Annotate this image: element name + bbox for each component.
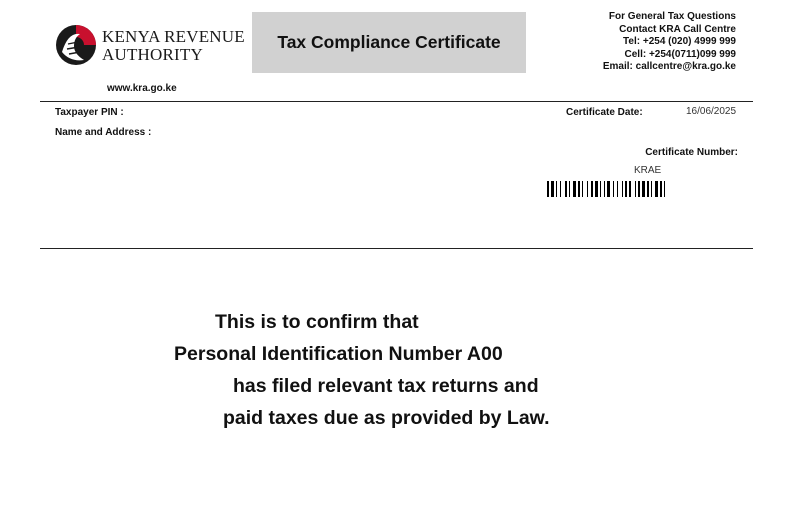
statement-line-2: Personal Identification Number A00 xyxy=(174,343,503,365)
barcode-bar xyxy=(604,181,605,197)
contact-phone: Tel: +254 (020) 4999 999 xyxy=(623,36,736,47)
certificate-date-label: Certificate Date: xyxy=(566,107,643,118)
barcode-bar xyxy=(660,181,662,197)
certificate-number-label: Certificate Number: xyxy=(645,147,738,158)
kra-logo xyxy=(54,22,244,72)
barcode-bar xyxy=(635,181,636,197)
website-text: www.kra.go.ke xyxy=(107,83,177,94)
name-address-label: Name and Address : xyxy=(55,127,152,138)
barcode-bar xyxy=(578,181,580,197)
contact-line: Contact KRA Call Centre xyxy=(619,23,736,35)
barcode xyxy=(547,181,734,197)
barcode-bar xyxy=(607,181,610,197)
barcode-bar xyxy=(595,181,598,197)
barcode-bar xyxy=(587,181,588,197)
barcode-bar xyxy=(647,181,649,197)
contact-cell: Cell: +254(0711)099 999 xyxy=(624,48,736,60)
kra-lion-logo-icon xyxy=(54,22,98,68)
certificate-date-value: 16/06/2025 xyxy=(686,106,737,117)
barcode-bar xyxy=(569,181,570,197)
barcode-bar xyxy=(651,181,652,197)
title-box xyxy=(252,12,526,73)
document-title: Tax Compliance Certificate xyxy=(277,32,501,52)
barcode-bar xyxy=(638,181,640,197)
barcode-bar xyxy=(664,181,665,197)
statement-line-4: paid taxes due as provided by Law. xyxy=(223,407,550,429)
barcode-bar xyxy=(556,181,557,197)
barcode-bar xyxy=(642,181,645,197)
statement-line-3: has filed relevant tax returns and xyxy=(233,375,539,397)
barcode-bar xyxy=(582,181,583,197)
barcode-bar xyxy=(547,181,549,197)
logo-text-line2: AUTHORITY xyxy=(102,45,203,64)
taxpayer-pin-label: Taxpayer PIN : xyxy=(55,107,124,118)
barcode-bar xyxy=(629,181,631,197)
barcode-bar xyxy=(622,181,623,197)
logo-text-line1: KENYA REVENUE xyxy=(102,27,245,46)
barcode-bar xyxy=(565,181,567,197)
barcode-bar xyxy=(617,181,618,197)
barcode-bar xyxy=(560,181,561,197)
statement-line-1: This is to confirm that xyxy=(215,311,419,333)
barcode-bar xyxy=(591,181,593,197)
divider-top xyxy=(40,101,753,102)
contact-block xyxy=(603,11,736,74)
contact-line: For General Tax Questions xyxy=(608,11,736,22)
barcode-bar xyxy=(551,181,554,197)
barcode-bar xyxy=(655,181,658,197)
certificate-number-value: KRAE xyxy=(634,165,662,176)
contact-email: Email: callcentre@kra.go.ke xyxy=(602,61,736,72)
barcode-bar xyxy=(600,181,601,197)
divider-middle xyxy=(40,248,753,249)
barcode-bar xyxy=(625,181,627,197)
barcode-bar xyxy=(613,181,614,197)
barcode-bar xyxy=(573,181,576,197)
